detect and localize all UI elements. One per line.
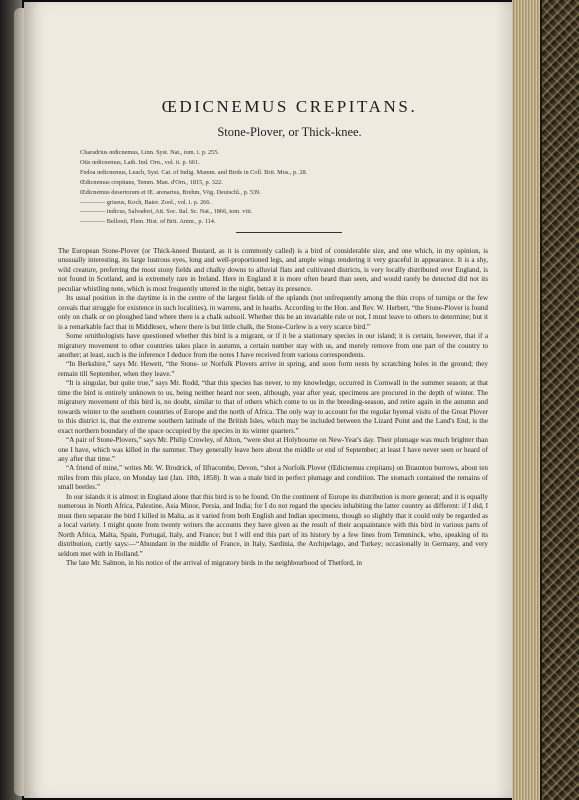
- page-subtitle: Stone-Plover, or Thick-knee.: [217, 125, 362, 139]
- body-paragraph: Its usual position in the daytime is in the centre of the largest fields of the uplands (not unfrequently among the thin crops of turnips or the few cereals that struggle for existence in such localities), in warrens, and in heaths. According to the Hon. and Rev. W. Herbert, “the Stone-Plover is found only on chalk or on ploughed land where there is a chalk subsoil. Whether this be an invariable rule or not, I must leave to others to determine; but it is a remarkable fact that in Middlesex, where there is but little chalk, the Stone-Curlew is a very scarce bird.”: [58, 294, 488, 331]
- body-paragraph: “It is singular, but quite true,” says Mr. Rodd, “that this species has never, to my knowledge, occurred in Cornwall in the summer season; at that time the bird is entirely unknown to us, being neither heard nor seen, although, year after year, specimens are procured in the depth of winter. The migratory movement of this bird is, no doubt, similar to that of others which come to us in the breeding-season, and retire again in the autumn and towards winter to the southern countries of Europe and the north of Africa. The only way to account for the regular hyemal visits of the Great Plover to this district is, that the extreme southern latitude of the British Isles, which may be included between the Lizard Point and the Land's End, is the exact northern boundary of the space occupied by the species in its winter quarters.”: [58, 379, 488, 435]
- body-paragraph: The late Mr. Salmon, in his notice of the arrival of migratory birds in the neighbourhood of Thetford, in: [66, 558, 362, 567]
- page-block-edges: [512, 0, 540, 800]
- section-divider: [236, 232, 342, 233]
- synonym-line: Œdicnemus crepitans, Temm. Man. d'Orn., 1815, p. 322.: [80, 179, 223, 186]
- synonym-line: Otis œdicnemus, Lath. Ind. Orn., vol. ii. p. 661.: [80, 159, 200, 166]
- synonym-line: Fedoa œdicnemus, Leach, Syst. Cat. of Indig. Mamm. and Birds in Coll. Brit. Mus., p. 28.: [80, 169, 308, 176]
- article-body: [58, 247, 488, 568]
- synonym-line: ———— Bellonii, Flem. Hist. of Brit. Anim., p. 114.: [80, 218, 216, 225]
- body-paragraph: “In Berkshire,” says Mr. Hewett, “the Stone- or Norfolk Plovers arrive in spring, and soon form nests by scratching holes in the ground; they remain till September, when they leave.”: [58, 360, 488, 378]
- body-paragraph: The European Stone-Plover (or Thick-kneed Bustard, as it is commonly called) is a bird of considerable size, and one which, in my opinion, is unusually interesting, its large lustrous eyes, long and well-proportioned legs, and ample wings rendering it very graceful in appearance. It is a shy, wild creature, preferring the most stony fields and chalky downs to alluvial flats and cultivated districts, is very locally distributed over England, is not found in Scotland, and is extremely rare in Ireland. Here in England it is more often heard than seen, and would rarely be detected did not its peculiar whistling note, which is most frequently uttered in the night, betray its presence.: [58, 247, 488, 293]
- body-paragraph: “A pair of Stone-Plovers,” says Mr. Philip Crowley, of Alton, “were shot at Holybourne on New-Year's day. Their plumage was much brighter than one I have, which was killed in the summer. They generally leave here about the middle or end of September; at least I have never seen or heard of any after that time.”: [58, 436, 488, 463]
- body-paragraph: “A friend of mine,” writes Mr. W. Brodrick, of Ilfracombe, Devon, “shot a Norfolk Plover (Œdicnemus crepitans) on Braunton burrows, about ten miles from this place, on Monday last (Jan. 18th, 1858). It was a male bird in perfect plumage and condition. The stomach contained the remains of small beetles.”: [58, 464, 488, 492]
- page-title: ŒDICNEMUS CREPITANS.: [161, 97, 418, 116]
- synonym-line: Charadrius œdicnemus, Linn. Syst. Nat., tom. i. p. 255.: [80, 149, 220, 156]
- synonym-line: ———— griseus, Koch, Baier. Zool., vol. i. p. 266.: [80, 199, 211, 206]
- body-paragraph: Some ornithologists have questioned whether this bird is a migrant, or if it be a stationary species in our island; it is certain, however, that if a migratory movement to other countries takes place in autumn, a certain number stay with us, and merely remove from one part of the country to another; at least, such is the inference I deduce from the notes I have received from various correspondents.: [58, 332, 488, 359]
- marbled-cover-pattern: [542, 0, 579, 800]
- body-paragraph: In our islands it is almost in England alone that this bird is to be found. On the continent of Europe its distribution is more general; and it is equally numerous in North Africa, Palestine, Asia Minor, Persia, and India; for I do not regard the species inhabiting the latter country as different: if I did, I must then separate the bird I killed in Malta, as it varied from both English and Indian specimens, though so slightly that it could only be regarded as a local variety. I might quote from twenty writers the accounts they have given as the result of their acquaintance with this bird in various parts of North Africa, Malta, Spain, Portugal, Italy, and France; but I will end this part of its history by a few lines from Temminck, who, speaking of its distribution, curtly says:—“Abundant in the middle of France, in Italy, Sardinia, the Archipelago, and Turkey; occasionally in Germany, and very seldom met with in Holland.”: [58, 492, 488, 558]
- synonym-line: ———— indicus, Salvadori, Att. Soc. Ital. Sc. Nat., 1866, tom. viii.: [80, 208, 253, 215]
- synonym-line: Œdicnemus desertorum et Œ. arenarius, Brehm, Vög. Deutschl., p. 539.: [80, 189, 261, 196]
- marbled-cover: [540, 0, 579, 800]
